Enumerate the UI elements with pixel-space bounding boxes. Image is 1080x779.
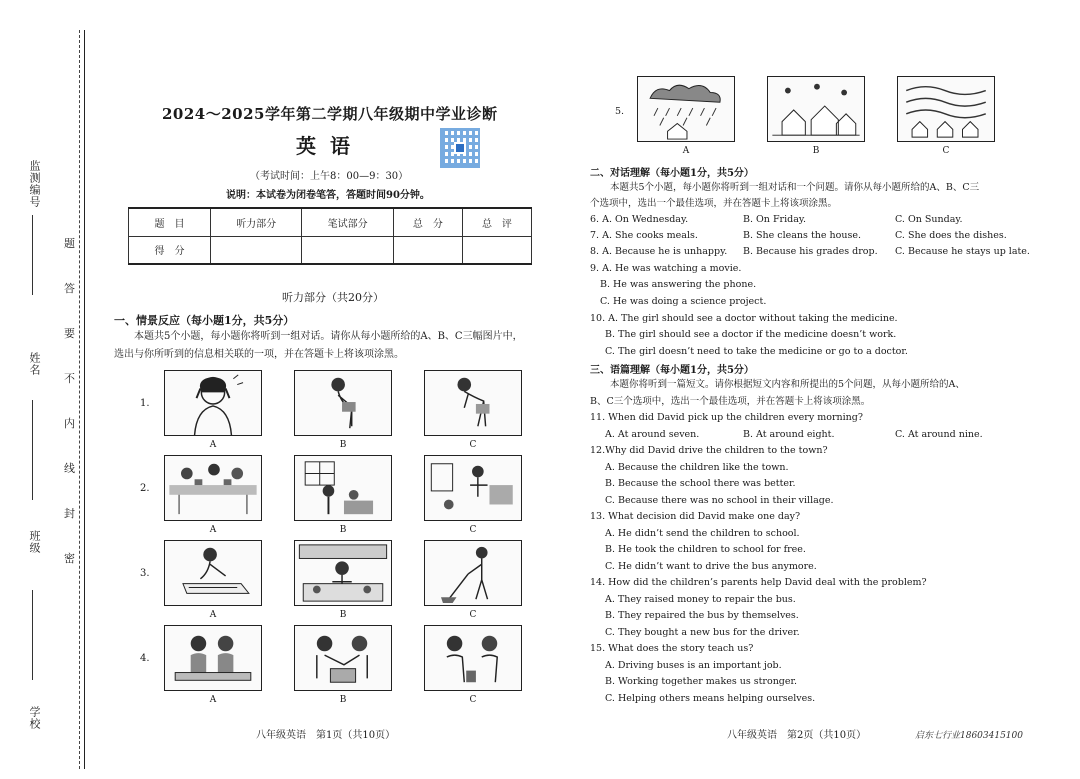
q11-option-c: C. At around nine. [895, 429, 983, 440]
picture-label: B [339, 525, 347, 535]
picture-label: A [209, 695, 217, 705]
q12-option-a: A. Because the children like the town. [605, 462, 789, 473]
q6-option-c: C. On Sunday. [895, 214, 963, 225]
class-label: 班级 [28, 530, 41, 554]
cut-char: 内 [64, 417, 75, 430]
publisher-stamp: 启东七行业18603415100 [915, 731, 1023, 741]
exam-no-line [32, 215, 33, 295]
picture-label: C [942, 146, 950, 156]
cut-char: 不 [64, 372, 75, 385]
class-line [32, 590, 33, 680]
q14-option-b: B. They repaired the bus by themselves. [605, 610, 799, 621]
picture-label: A [209, 610, 217, 620]
table-cell: 题 目 [129, 208, 211, 236]
cut-char: 要 [64, 327, 75, 340]
picture-3a [164, 540, 262, 606]
score-table [128, 207, 532, 265]
picture-4a [164, 625, 262, 691]
q11-stem: 11. When did David pick up the children every morning? [590, 412, 863, 423]
table-cell: 总 分 [393, 208, 462, 236]
exam-note: 说明：本试卷为闭卷笔答，答题时间90分钟。 [226, 190, 430, 201]
section2-intro-2: 个选项中，选出一个最佳选项，并在答题卡上将该项涂黑。 [590, 198, 838, 209]
picture-label: A [682, 146, 690, 156]
picture-5c [897, 76, 995, 142]
picture-label: C [469, 610, 477, 620]
section1-intro: 本题共5个小题，每小题你将听到一组对话。请你从每小题所给的A、B、C三幅图片中， [134, 331, 523, 342]
q14-stem: 14. How did the children’s parents help David deal with the problem? [590, 577, 927, 588]
q6-option-a: 6. A. On Wednesday. [590, 214, 689, 225]
exam-no-label: 监测编号 [28, 160, 41, 208]
picture-2b [294, 455, 392, 521]
q9-option-c: C. He was doing a science project. [600, 296, 767, 307]
cut-char: 线 [64, 462, 75, 475]
section1-title: 一、情景反应（每小题1分，共5分） [114, 314, 295, 327]
q8-option-c: C. Because he stays up late. [895, 246, 1030, 257]
q12-stem: 12.Why did David drive the children to the town? [590, 445, 828, 456]
q13-option-a: A. He didn’t send the children to school. [605, 528, 800, 539]
name-line [32, 400, 33, 500]
q8-option-a: 8. A. Because he is unhappy. [590, 246, 728, 257]
picture-label: A [209, 525, 217, 535]
picture-4c [424, 625, 522, 691]
name-label: 姓名 [28, 352, 41, 376]
question-number: 3. [140, 568, 150, 579]
picture-3c [424, 540, 522, 606]
picture-label: C [469, 695, 477, 705]
q9-option-b: B. He was answering the phone. [600, 279, 757, 290]
picture-label: B [339, 440, 347, 450]
q14-option-a: A. They raised money to repair the bus. [605, 594, 796, 605]
picture-5a [637, 76, 735, 142]
listening-title: 听力部分（共20分） [282, 291, 384, 304]
table-cell [211, 236, 302, 264]
q15-stem: 15. What does the story teach us? [590, 643, 754, 654]
section3-intro: 本题你将听到一篇短文。请你根据短文内容和所提出的5个问题，从每小题所给的A、 [610, 379, 965, 390]
cut-dashed-line [79, 30, 80, 769]
binding-solid-line [84, 30, 85, 769]
table-row [129, 236, 532, 264]
q13-stem: 13. What decision did David make one day? [590, 511, 801, 522]
q13-option-c: C. He didn’t want to drive the bus anymore. [605, 561, 817, 572]
question-4-pictures [140, 625, 560, 705]
section1-intro-2: 选出与你所听到的信息相关联的一项，并在答题卡上将该项涂黑。 [114, 349, 404, 360]
picture-2a [164, 455, 262, 521]
q11-option-a: A. At around seven. [605, 429, 700, 440]
qr-logo-icon [454, 142, 466, 154]
picture-label: C [469, 440, 477, 450]
page-footer-right: 八年级英语 第2页（共10页） [727, 730, 867, 741]
q12-option-b: B. Because the school there was better. [605, 478, 796, 489]
q9-option-a: 9. A. He was watching a movie. [590, 263, 742, 274]
exam-title: 2024～2025学年第二学期八年级期中学业诊断 [162, 105, 498, 123]
picture-label: B [812, 146, 820, 156]
table-cell: 笔试部分 [302, 208, 393, 236]
picture-label: B [339, 610, 347, 620]
picture-label: A [209, 440, 217, 450]
school-label: 学校 [28, 706, 41, 730]
table-row [129, 208, 532, 236]
section3-title: 三、语篇理解（每小题1分，共5分） [590, 365, 754, 376]
q11-option-b: B. At around eight. [743, 429, 835, 440]
picture-2c [424, 455, 522, 521]
cut-char: 答 [64, 282, 75, 295]
question-number: 2. [140, 483, 150, 494]
question-number: 1. [140, 398, 150, 409]
q7-option-c: C. She does the dishes. [895, 230, 1007, 241]
picture-label: B [339, 695, 347, 705]
q13-option-b: B. He took the children to school for free. [605, 544, 806, 555]
question-2-pictures [140, 455, 560, 535]
subject-title: 英语 [296, 134, 364, 158]
picture-5b [767, 76, 865, 142]
section3-intro-2: B、C三个选项中，选出一个最佳选项，并在答题卡上将该项涂黑。 [590, 396, 871, 407]
q7-option-a: 7. A. She cooks meals. [590, 230, 698, 241]
binding-margin [0, 0, 92, 779]
picture-1b [294, 370, 392, 436]
q10-option-a: 10. A. The girl should see a doctor without taking the medicine. [590, 313, 898, 324]
q15-option-c: C. Helping others means helping ourselves. [605, 693, 816, 704]
cut-char: 封 [64, 507, 75, 520]
q7-option-b: B. She cleans the house. [743, 230, 861, 241]
q10-option-b: B. The girl should see a doctor if the medicine doesn’t work. [605, 329, 897, 340]
q14-option-c: C. They bought a new bus for the driver. [605, 627, 800, 638]
picture-1a [164, 370, 262, 436]
page-right [585, 0, 1055, 779]
cut-char: 密 [64, 552, 75, 565]
section2-intro: 本题共5个小题，每小题你将听到一组对话和一个问题。请你从每小题所给的A、B、C三 [610, 182, 980, 193]
q15-option-b: B. Working together makes us stronger. [605, 676, 798, 687]
q15-option-a: A. Driving buses is an important job. [605, 660, 782, 671]
q10-option-c: C. The girl doesn’t need to take the medicine or go to a doctor. [605, 346, 908, 357]
cut-char: 题 [64, 237, 75, 250]
table-cell [393, 236, 462, 264]
picture-4b [294, 625, 392, 691]
page-left [100, 0, 570, 779]
exam-time: （考试时间：上午8：00—9：30） [250, 171, 409, 182]
q8-option-b: B. Because his grades drop. [743, 246, 878, 257]
question-number: 4. [140, 653, 150, 664]
table-cell: 得 分 [129, 236, 211, 264]
table-cell: 听力部分 [211, 208, 302, 236]
table-cell: 总 评 [462, 208, 531, 236]
q12-option-c: C. Because there was no school in their village. [605, 495, 834, 506]
picture-1c [424, 370, 522, 436]
picture-3b [294, 540, 392, 606]
table-cell [462, 236, 531, 264]
page-footer-left: 八年级英语 第1页（共10页） [256, 730, 396, 741]
picture-label: C [469, 525, 477, 535]
q6-option-b: B. On Friday. [743, 214, 806, 225]
question-3-pictures [140, 540, 560, 620]
question-number: 5. [615, 106, 625, 117]
table-cell [302, 236, 393, 264]
question-1-pictures [140, 370, 560, 450]
section2-title: 二、对话理解（每小题1分，共5分） [590, 168, 754, 179]
